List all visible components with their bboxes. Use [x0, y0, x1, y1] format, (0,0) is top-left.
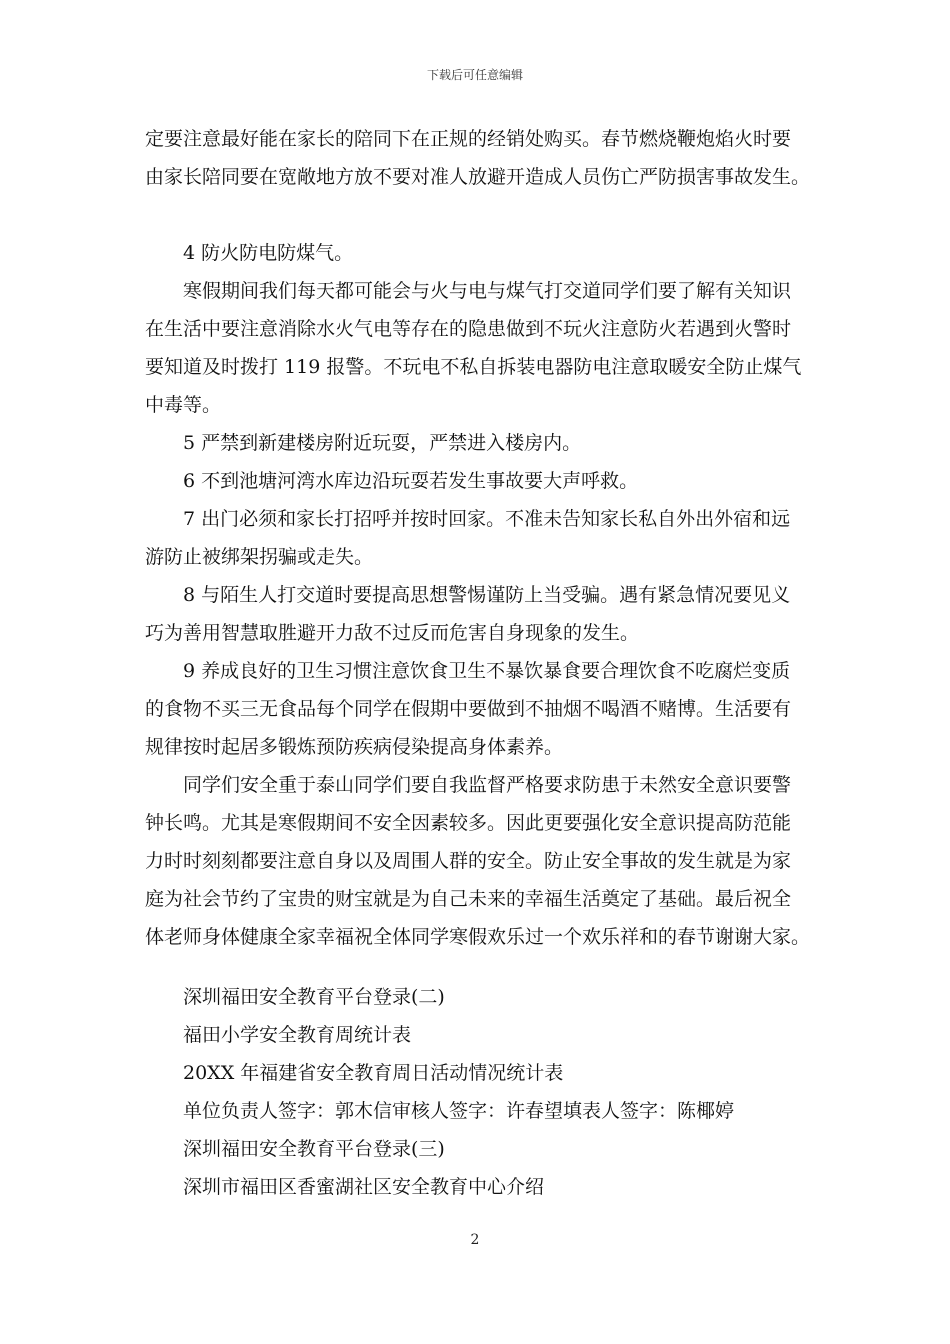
text-line: 的食物不买三无食品每个同学在假期中要做到不抽烟不喝酒不赌博。生活要有: [145, 698, 792, 720]
text-line: 要知道及时拨打 119 报警。不玩电不私自拆装电器防电注意取暖安全防止煤气: [145, 356, 802, 378]
header-note: 下载后可任意编辑: [426, 68, 523, 82]
list-item: 20XX 年福建省安全教育周日活动情况统计表: [183, 1062, 564, 1084]
text-line: 中毒等。: [145, 394, 222, 416]
text-line: 规律按时起居多锻炼预防疾病侵染提高身体素养。: [145, 736, 564, 758]
text-line: 巧为善用智慧取胜避开力敌不过反而危害自身现象的发生。: [145, 622, 640, 644]
text-line: 9 养成良好的卫生习惯注意饮食卫生不暴饮暴食要合理饮食不吃腐烂变质: [183, 660, 791, 682]
text-line: 庭为社会节约了宝贵的财宝就是为自己未来的幸福生活奠定了基础。最后祝全: [145, 888, 792, 910]
item-5: 5 严禁到新建楼房附近玩耍，严禁进入楼房内。: [183, 432, 582, 454]
text-line: 8 与陌生人打交道时要提高思想警惕谨防上当受骗。遇有紧急情况要见义: [183, 584, 791, 606]
text-line: 寒假期间我们每天都可能会与火与电与煤气打交道同学们要了解有关知识: [183, 280, 792, 302]
section-heading: 4 防火防电防煤气。: [183, 242, 354, 264]
closing-paragraph: [145, 766, 815, 956]
text-line: 由家长陪同要在宽敞地方放不要对准人放避开造成人员伤亡严防损害事故发生。: [145, 166, 811, 188]
text-line: 体老师身体健康全家幸福祝全体同学寒假欢乐过一个欢乐祥和的春节谢谢大家。: [145, 926, 811, 948]
text-line: 定要注意最好能在家长的陪同下在正规的经销处购买。春节燃烧鞭炮焰火时要: [145, 128, 792, 150]
item-9: [145, 652, 815, 766]
list-item: 单位负责人签字：郭木信审核人签字：许春望填表人签字：陈椰婷: [183, 1100, 735, 1122]
text-line: 7 出门必须和家长打招呼并按时回家。不准未告知家长私自外出外宿和远: [183, 508, 791, 530]
section-fire-electricity-gas: [145, 234, 815, 956]
text-line: 游防止被绑架拐骗或走失。: [145, 546, 374, 568]
list-item: 深圳福田安全教育平台登录(三): [183, 1138, 445, 1160]
list-item: 福田小学安全教育周统计表: [183, 1024, 412, 1046]
page-number: 2: [470, 1232, 480, 1248]
text-line: 同学们安全重于泰山同学们要自我监督严格要求防患于未然安全意识要警: [183, 774, 792, 796]
list-item: 深圳市福田区香蜜湖社区安全教育中心介绍: [183, 1176, 545, 1198]
item-7: [145, 500, 815, 576]
related-list: [145, 978, 815, 1206]
item-8: [145, 576, 815, 652]
paragraph-fireworks-continued: [145, 120, 815, 196]
text-line: 在生活中要注意消除水火气电等存在的隐患做到不玩火注意防火若遇到火警时: [145, 318, 792, 340]
text-line: 钟长鸣。尤其是寒假期间不安全因素较多。因此更要强化安全意识提高防范能: [145, 812, 792, 834]
list-item: 深圳福田安全教育平台登录(二): [183, 986, 445, 1008]
item-6: 6 不到池塘河湾水库边沿玩耍若发生事故要大声呼救。: [183, 470, 639, 492]
text-line: 力时时刻刻都要注意自身以及周围人群的安全。防止安全事故的发生就是为家: [145, 850, 792, 872]
